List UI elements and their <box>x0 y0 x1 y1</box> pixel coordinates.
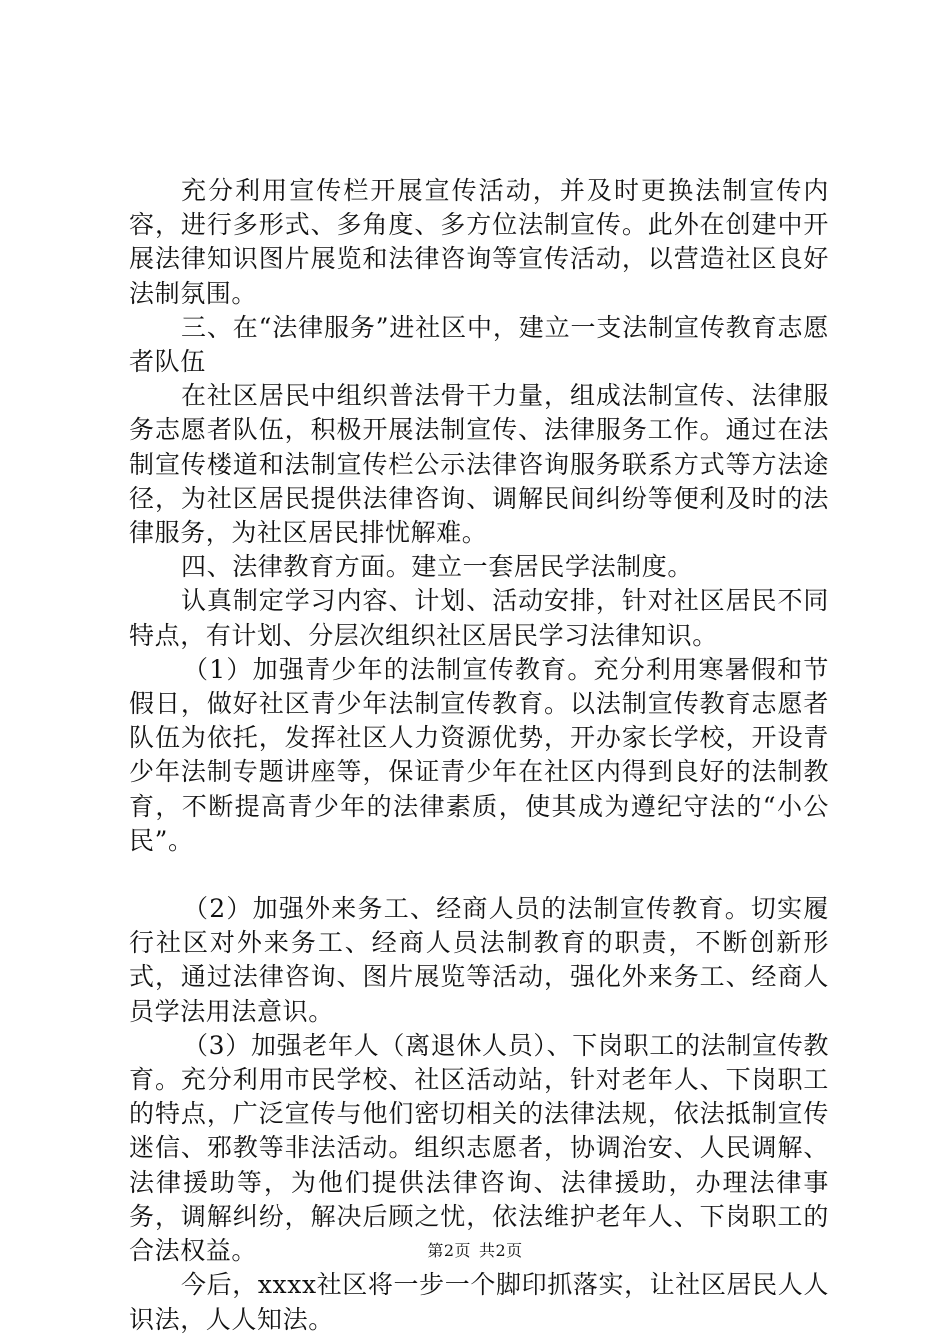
paragraph-study-plan: 认真制定学习内容、计划、活动安排，针对社区居民不同特点，有计划、分层次组织社区居民学习法律知识。 <box>129 586 829 650</box>
paragraph-item-youth: （1）加强青少年的法制宣传教育。充分利用寒暑假和节假日，做好社区青少年法制宣传教育。以法制宣传教育志愿者队伍为依托，发挥社区人力资源优势，开办家长学校，开设青少年法制专题讲座等，保证青少年在社区内得到良好的法制教育，不断提高青少年的法律素质，使其成为遵纪守法的“小公民”。 <box>129 654 829 855</box>
blank-line <box>129 858 829 892</box>
page-number-total: 共2页 <box>479 1241 523 1260</box>
paragraph-item-migrant-workers: （2）加强外来务工、经商人员的法制宣传教育。切实履行社区对外来务工、经商人员法制教育的职责，不断创新形式，通过法律咨询、图片展览等活动，强化外来务工、经商人员学法用法意识。 <box>129 894 829 1026</box>
paragraph-volunteer-team: 在社区居民中组织普法骨干力量，组成法制宣传、法律服务志愿者队伍，积极开展法制宣传、法律服务工作。通过在法制宣传楼道和法制宣传栏公示法律咨询服务联系方式等方法途径，为社区居民提供法律咨询、调解民间纠纷等便利及时的法律服务，为社区居民排忧解难。 <box>129 381 829 548</box>
paragraph-publicity-board: 充分利用宣传栏开展宣传活动，并及时更换法制宣传内容，进行多形式、多角度、多方位法制宣传。此外在创建中开展法律知识图片展览和法律咨询等宣传活动，以营造社区良好法制氛围。 <box>129 176 829 308</box>
paragraph-item-elderly: （3）加强老年人（离退休人员）、下岗职工的法制宣传教育。充分利用市民学校、社区活动站，针对老年人、下岗职工的特点，广泛宣传与他们密切相关的法律法规，依法抵制宣传迷信、邪教等非法活动。组织志愿者，协调治安、人民调解、法律援助等，为他们提供法律咨询、法律援助，办理法律事务，调解纠纷，解决后顾之忧，依法维护老年人、下岗职工的合法权益。 <box>129 1030 829 1266</box>
section-heading-legal-services: 三、在“法律服务”进社区中，建立一支法制宣传教育志愿者队伍 <box>129 312 829 377</box>
page-number-current: 第2页 <box>427 1241 471 1260</box>
paragraph-conclusion: 今后，xxxx社区将一步一个脚印抓落实，让社区居民人人识法，人人知法。 <box>129 1270 829 1334</box>
page-footer <box>0 1241 950 1261</box>
section-heading-legal-education: 四、法律教育方面。建立一套居民学法制度。 <box>181 552 694 582</box>
document-body <box>129 174 829 1337</box>
